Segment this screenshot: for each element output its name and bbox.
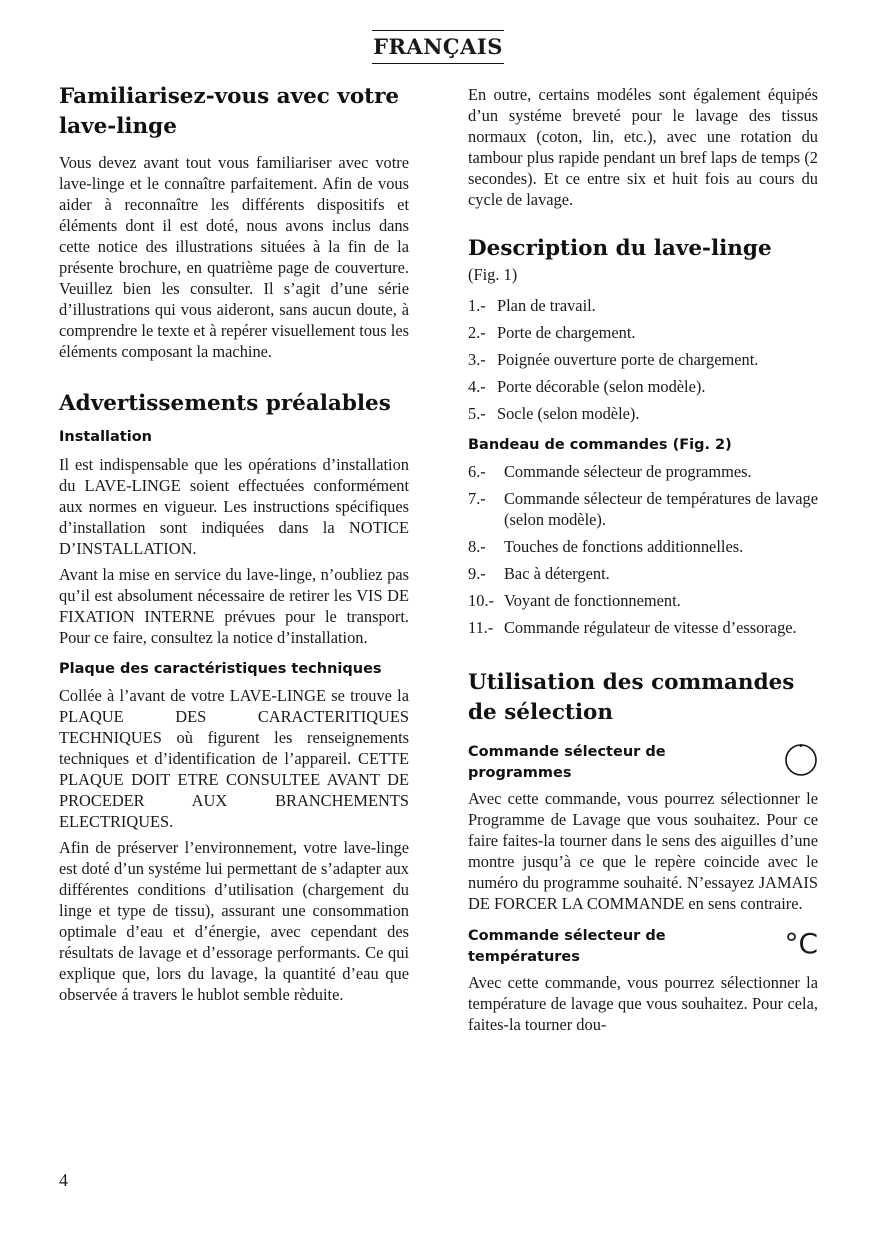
list-item: 5.- Socle (selon modèle).	[468, 404, 640, 423]
program-knob-icon	[784, 742, 818, 776]
temp-heading-row	[468, 926, 818, 968]
installation-paragraph-1: Il est indispensable que les opérations d’installation du LAVE-LINGE soient effectuées conformément aux normes en vigueur. Les instructions spécifiques d’installation sont indiquées dans la NOTICE D’INSTALLATION.	[59, 455, 409, 558]
installation-paragraph-2: Avant la mise en service du lave-linge, n’oubliez pas qu’il est absolument nécessaire de retirer les VIS DE FIXATION INTERNE prévues pour le transport. Pour ce faire, consultez la notice d’installation.	[59, 565, 409, 647]
list-item: 6.- Commande sélecteur de programmes.	[468, 462, 752, 481]
list-item: 8.- Touches de fonctions additionnelles.	[468, 537, 744, 556]
page-number: 4	[59, 1170, 68, 1190]
list-item: 1.- Plan de travail.	[468, 296, 596, 315]
temp-heading: Commande sélecteur de températures	[468, 928, 666, 965]
list-item: 7.- Commande sélecteur de températures de lavage (selon modèle).	[468, 489, 818, 529]
list-item: 9.- Bac à détergent.	[468, 564, 610, 583]
plate-paragraph-1: Collée à l’avant de votre LAVE-LINGE se trouve la PLAQUE DES CARACTERITIQUES TECHNIQUES où figurent les renseignements techniques et d’identification de l’appareil. CETTE PLAQUE DOIT ETRE CONSULTEE AVANT DE PROCEDER AUX BRANCHEMENTS ELECTRIQUES.	[59, 686, 409, 831]
celsius-icon: °C	[784, 927, 818, 960]
panel-heading: Bandeau de commandes (Fig. 2)	[468, 437, 732, 453]
warnings-title: Advertissements préalables	[59, 391, 391, 416]
program-heading-row	[468, 742, 818, 784]
description-title: Description du lave-linge	[468, 236, 772, 261]
intro-paragraph: En outre, certains modéles sont également équipés d’un systéme breveté pour le lavage des tissus normaux (coton, lin, etc.), avec une rotation du tambour plus rapide pendant un bref laps de temps (2 secondes). Et ce entre six et huit fois au cours du cycle de lavage.	[468, 85, 818, 209]
list-item: 4.- Porte décorable (selon modèle).	[468, 377, 706, 396]
right-column	[468, 84, 818, 1035]
list-item: 3.- Poignée ouverture porte de chargement.	[468, 350, 759, 369]
familiarize-title: Familiarisez-vous avec votre lave-linge	[59, 84, 400, 139]
list-item: 10.- Voyant de fonctionnement.	[468, 591, 681, 610]
plate-paragraph-2: Afin de préserver l’environnement, votre lave-linge est doté d’un systéme lui permettant de s’adapter aux différentes conditions d’utilisation (chargement du linge et type de tissu), assurant une consommation optimale d’eau et d’énergie, avec cependant des résultats de lavage et d’essorage performants. Ce qui explique que, lors du lavage, la quantité d’eau que observée á travers le hublot semble rèduite.	[59, 838, 409, 1004]
description-list	[468, 295, 818, 424]
list-item: 11.- Commande régulateur de vitesse d’essorage.	[468, 618, 797, 637]
program-heading: Commande sélecteur de programmes	[468, 744, 666, 781]
plate-heading: Plaque des caractéristiques techniques	[59, 661, 382, 677]
familiarize-body: Vous devez avant tout vous familiariser avec votre lave-linge et le connaître parfaitement. Afin de vous aider à reconnaître les différents dispositifs et éléments dont il est doté, nous avons inclus dans cette notice des illustrations situées à la fin de la présente brochure, en quatrième page de couverture. Veuillez bien les consulter. Il s’agit d’une série d’illustrations qui vous aideront, sans aucun doute, à comprendre le texte et à repérer visuellement tous les éléments composant la machine.	[59, 153, 409, 361]
language-header	[0, 30, 876, 64]
list-item: 2.- Porte de chargement.	[468, 323, 636, 342]
description-fig: (Fig. 1)	[468, 265, 518, 284]
language-label: FRANÇAIS	[372, 30, 504, 64]
left-column	[59, 82, 409, 1005]
panel-list	[468, 461, 818, 638]
temp-body: Avec cette commande, vous pourrez sélectionner la température de lavage que vous souhaitez. Pour cela, faites-la tourner dou-	[468, 973, 818, 1034]
program-body: Avec cette commande, vous pourrez sélectionner le Programme de Lavage que vous souhaitez. Pour ce faire faites-la tourner dans le sens des aiguilles d’une montre jusqu’à ce que le repère coincide avec le numéro du programme souhaité. N’essayez JAMAIS DE FORCER LA COMMANDE en sens contraire.	[468, 789, 818, 913]
installation-heading: Installation	[59, 429, 152, 445]
controls-title: Utilisation des commandes de sélection	[468, 670, 795, 725]
